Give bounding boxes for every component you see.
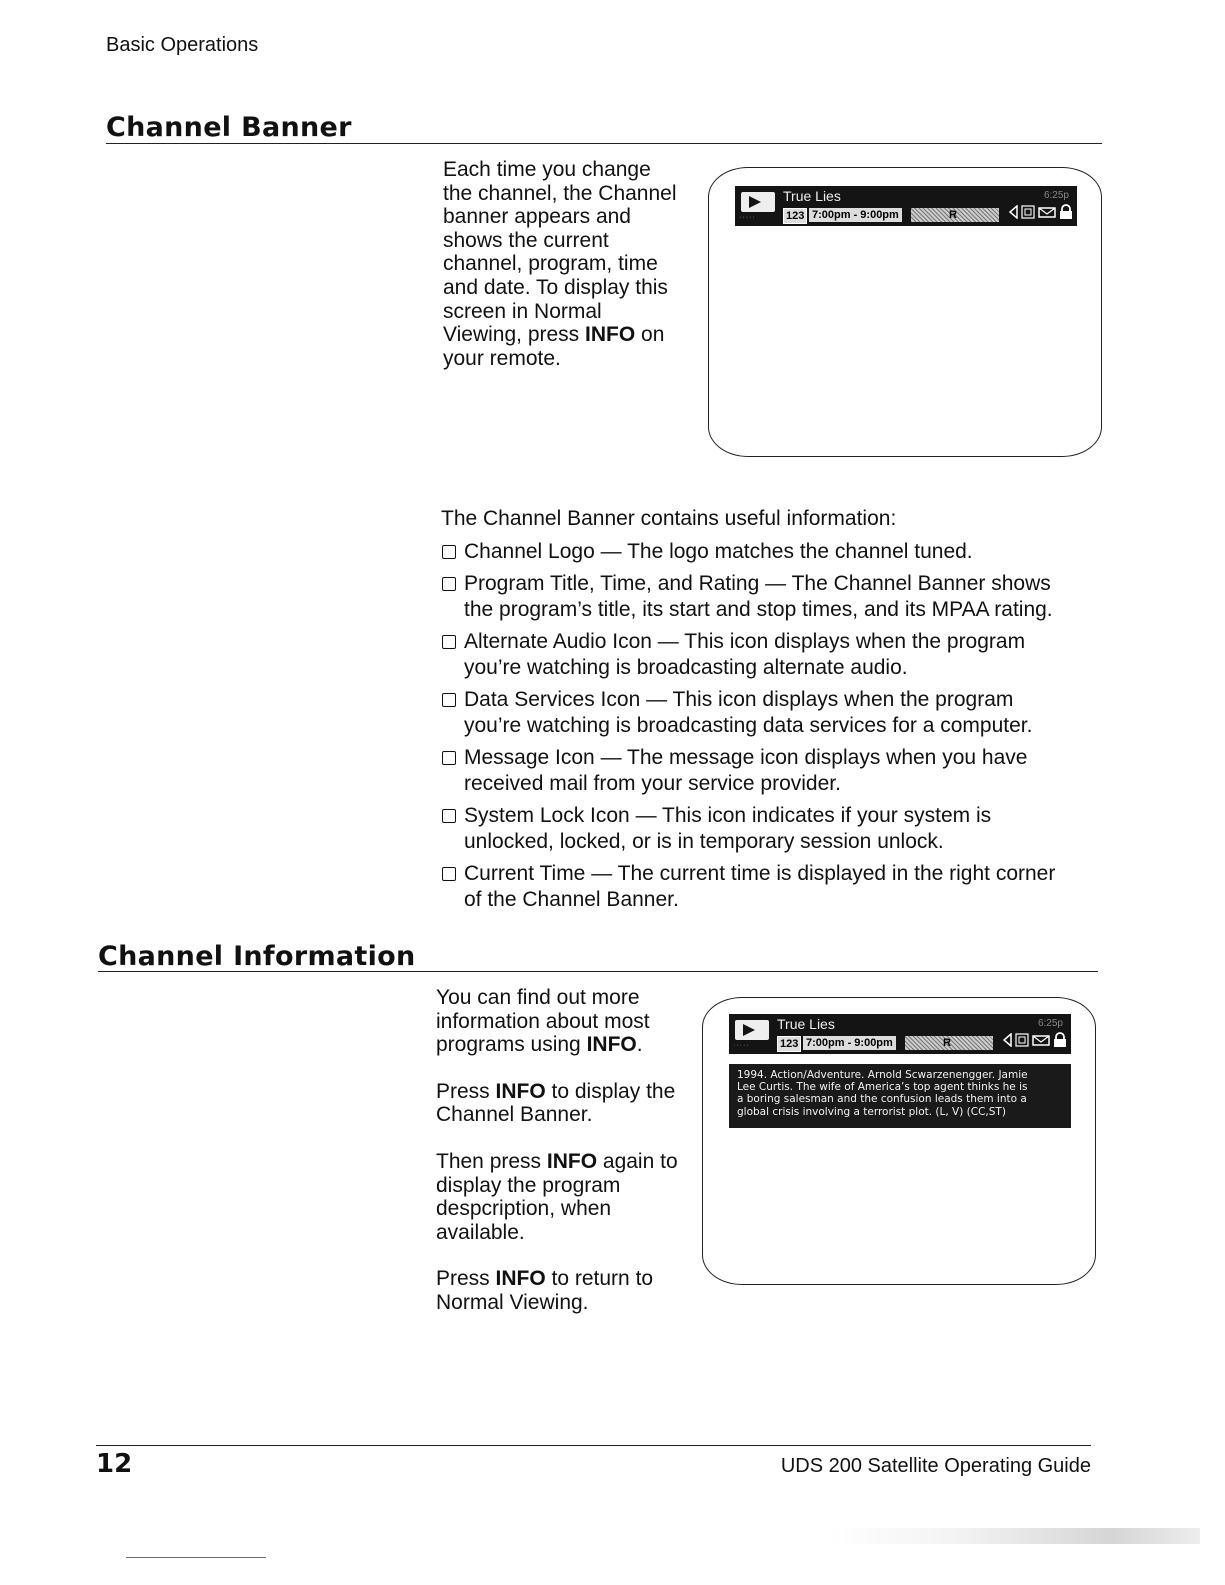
program-description [729, 1064, 1071, 1128]
checkbox-bullet-icon [442, 635, 456, 649]
guide-title: UDS 200 Satellite Operating Guide [780, 1455, 1091, 1477]
list-item-text: Current Time — The current time is displayed in the right corner [464, 861, 1056, 885]
list-item [441, 571, 1101, 623]
scan-artifact [760, 1528, 1200, 1544]
message-icon [1032, 1033, 1050, 1047]
mpaa-rating: R [943, 1037, 951, 1049]
list-item-text-cont: the program’s title, its start and stop times, and its MPAA rating. [464, 597, 1053, 621]
list-item [441, 687, 1101, 739]
system-lock-icon [1059, 204, 1073, 220]
feature-list [441, 539, 1101, 913]
channel-banner-bar-2 [729, 1014, 1071, 1054]
alternate-audio-icon [1006, 205, 1018, 219]
info-paragraph-1: You can find out more information about most programs using INFO. [436, 986, 650, 1057]
time-range: 7:00pm - 9:00pm [809, 208, 902, 222]
checkbox-bullet-icon [442, 751, 456, 765]
channel-information-heading: Channel Information [98, 941, 416, 972]
logo-caption: ····· [733, 1042, 750, 1049]
list-item-text: Channel Logo — The logo matches the channel tuned. [464, 539, 973, 563]
list-item-text: Alternate Audio Icon — This icon displays when the program [464, 629, 1026, 653]
current-time: 6:25p [1037, 1018, 1063, 1029]
list-item [441, 861, 1101, 913]
tv-screen-channel-information [702, 997, 1096, 1285]
list-item-text: Program Title, Time, and Rating — The Channel Banner shows [464, 571, 1051, 595]
channel-number: 123 [777, 1036, 801, 1052]
list-intro: The Channel Banner contains useful information: [441, 507, 897, 530]
list-item-text: Message Icon — The message icon displays when you have [464, 745, 1028, 769]
status-icons [1006, 204, 1073, 220]
description-lines [737, 1069, 1063, 1118]
list-item-text: Data Services Icon — This icon displays when the program [464, 687, 1014, 711]
channel-number: 123 [783, 208, 807, 224]
channel-banner-bar [735, 186, 1077, 226]
description-line: global crisis involving a terrorist plot. (L, V) (CC,ST) [737, 1105, 1006, 1118]
section-rule-2 [98, 971, 1098, 972]
message-icon [1038, 205, 1056, 219]
list-item-text-cont: unlocked, locked, or is in temporary session unlock. [464, 829, 944, 853]
checkbox-bullet-icon [442, 545, 456, 559]
channel-information-text [436, 986, 706, 1315]
description-line: a boring salesman and the confusion leads them into a [737, 1093, 1027, 1106]
status-icons [1000, 1032, 1067, 1048]
checkbox-bullet-icon [442, 809, 456, 823]
program-title: True Lies [783, 188, 841, 204]
mpaa-rating: R [949, 209, 957, 221]
time-range: 7:00pm - 9:00pm [803, 1036, 896, 1050]
list-item [441, 539, 1101, 565]
list-item-text-cont: received mail from your service provider. [464, 771, 841, 795]
checkbox-bullet-icon [442, 577, 456, 591]
section-label: Basic Operations [106, 34, 259, 56]
list-item-text-cont: you’re watching is broadcasting data services for a computer. [464, 713, 1033, 737]
section-rule [106, 143, 1102, 144]
data-services-icon [1021, 205, 1035, 219]
program-title: True Lies [777, 1016, 835, 1032]
list-item-text-cont: of the Channel Banner. [464, 887, 679, 911]
checkbox-bullet-icon [442, 693, 456, 707]
footer-rule [96, 1445, 1091, 1446]
info-paragraph-4: Press INFO to return to Normal Viewing. [436, 1267, 654, 1314]
description-line: Lee Curtis. The wife of America’s top agent thinks he is [737, 1081, 1028, 1094]
list-item [441, 629, 1101, 681]
list-item [441, 803, 1101, 855]
checkbox-bullet-icon [442, 867, 456, 881]
intro-paragraph: Each time you change the channel, the Channel banner appears and shows the current channel, program, time and date. To display this screen in Normal Viewing, press INFO on your remote. [443, 158, 677, 370]
page-number: 12 [96, 1449, 133, 1479]
system-lock-icon [1053, 1032, 1067, 1048]
current-time: 6:25p [1043, 190, 1069, 201]
list-item [441, 745, 1101, 797]
description-line: 1994. Action/Adventure. Arnold Scwarzenengger. Jamie [737, 1069, 1028, 1081]
channel-banner-intro [443, 158, 703, 370]
channel-logo-icon [741, 192, 775, 212]
banner-contents [441, 507, 1101, 919]
channel-logo-icon [735, 1020, 769, 1040]
logo-caption: ····· [739, 214, 756, 221]
info-paragraph-2: Press INFO to display the Channel Banner. [436, 1079, 676, 1127]
bottom-link-line [126, 1557, 266, 1558]
list-item-text: System Lock Icon — This icon indicates if your system is [464, 803, 992, 827]
data-services-icon [1015, 1033, 1029, 1047]
info-paragraph-3: Then press INFO again to display the program despcription, when available. [436, 1149, 678, 1244]
alternate-audio-icon [1000, 1033, 1012, 1047]
list-item-text-cont: you’re watching is broadcasting alternate audio. [464, 655, 908, 679]
tv-screen-channel-banner [708, 167, 1102, 457]
channel-banner-heading: Channel Banner [106, 112, 352, 143]
